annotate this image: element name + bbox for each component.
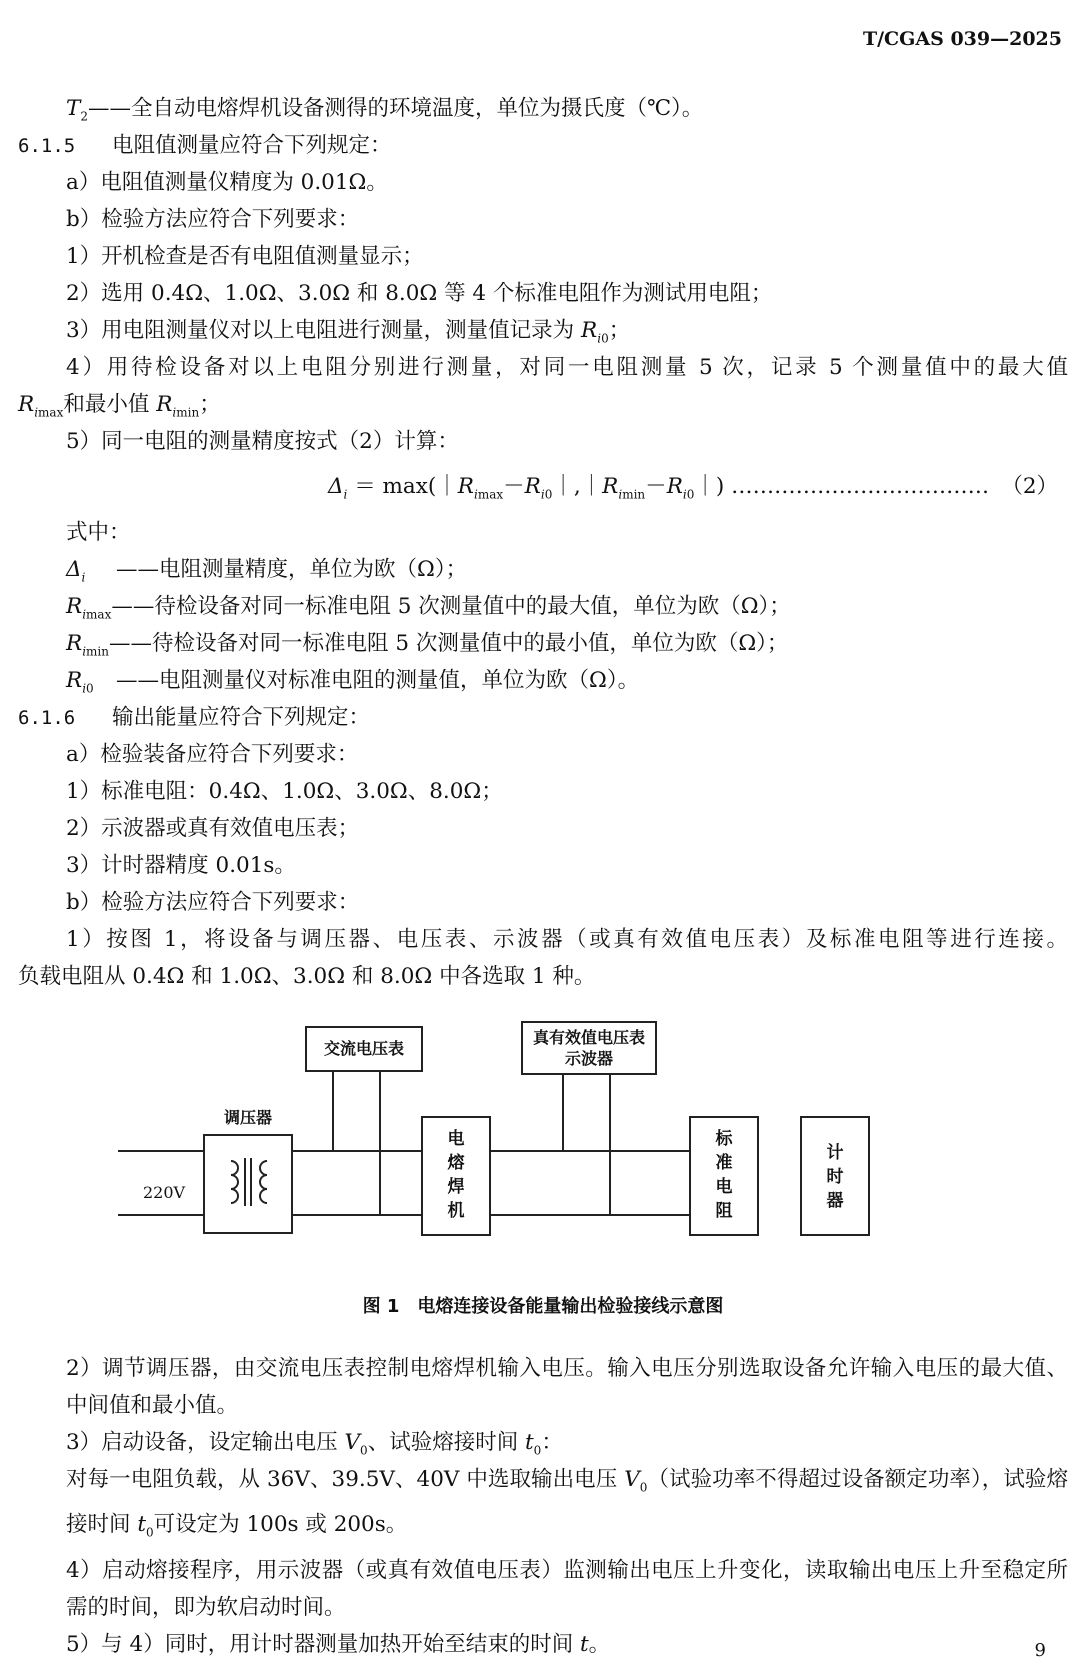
def-rimin: $R_{imin}——$待检设备对同一标准电阻 5 次测量值中的最小值，单位为欧（Ω）； — [66, 631, 789, 659]
section-6-1-6-heading — [18, 699, 1068, 736]
method-2: 2）调节调压器，由交流电压表控制电熔焊机输入电压。输入电压分别选取设备允许输入电压的最大值、中间值和最小值。 — [66, 1356, 1068, 1418]
transformer-primary-coil — [231, 1161, 238, 1203]
section-number: 6.1.5 — [18, 135, 76, 157]
item-a: a）电阻值测量仪精度为 0.01Ω。 — [66, 170, 388, 195]
input-voltage-label: 220V — [142, 1183, 186, 1202]
def-ri0: $R_{i0}$ ——电阻测量仪对标准电阻的测量值，单位为欧（Ω）。 — [66, 668, 640, 696]
equation-formula: $\Delta_i$ ＝ $\max(|R_{imax}-R_{i0}|,|R_{imin}-R_{i0}|)$ ……………………………… — [328, 474, 990, 502]
t2-definition: $T_2——$全自动电熔焊机设备测得的环境温度，单位为摄氏度（℃）。 — [66, 96, 704, 124]
page-body — [18, 90, 1068, 1663]
def-rimax: $R_{imax}——$待检设备对同一标准电阻 5 次测量值中的最大值，单位为欧（Ω）； — [66, 594, 791, 622]
step-3: 3）用电阻测量仪对以上电阻进行测量，测量值记录为 $R_{i0}$； — [66, 318, 631, 346]
method-3: 3）启动设备，设定输出电压 $V_0$、试验熔接时间 $t_0$： — [66, 1430, 563, 1458]
ac-voltmeter-label: 交流电压表 — [323, 1039, 404, 1058]
equip-3: 3）计时器精度 0.01s。 — [66, 853, 296, 878]
section-6-1-5-heading — [18, 127, 1068, 164]
section-title: 输出能量应符合下列规定： — [112, 705, 371, 730]
equation-2 — [18, 460, 1068, 514]
item-a: a）检验装备应符合下列要求： — [66, 742, 359, 767]
step-4-line-2: $R_{imax}$和最小值 $R_{imin}$； — [18, 392, 221, 420]
item-b: b）检验方法应符合下列要求： — [66, 207, 360, 232]
method-3-detail: 对每一电阻负载，从 36V、39.5V、40V 中选取输出电压 $V_0$（试验功率不得超过设备额定功率），试验熔接时间 $t_0$可设定为 100s 或 200s。 — [66, 1467, 1068, 1540]
step-2: 2）选用 0.4Ω、1.0Ω、3.0Ω 和 8.0Ω 等 4 个标准电阻作为测试用电阻； — [66, 281, 773, 306]
welder-label: 电熔焊机 — [447, 1129, 465, 1221]
method-1-line-2: 负载电阻从 0.4Ω 和 1.0Ω、3.0Ω 和 8.0Ω 中各选取 1 种。 — [18, 964, 596, 989]
equation-number: （2） — [1001, 474, 1058, 499]
method-4: 4）启动熔接程序，用示波器（或真有效值电压表）监测输出电压上升变化，读取输出电压上升至稳定所需的时间，即为软启动时间。 — [66, 1557, 1068, 1620]
page-number: 9 — [1034, 1640, 1046, 1661]
regulator-box — [204, 1135, 292, 1233]
step-1: 1）开机检查是否有电阻值测量显示； — [66, 244, 424, 269]
transformer-secondary-coil — [260, 1161, 267, 1203]
timer-label: 计时器 — [826, 1143, 844, 1211]
figure-1-wiring-diagram — [18, 1017, 1068, 1332]
true-rms-voltmeter-label: 真有效值电压表 示波器 — [532, 1028, 645, 1068]
document-code: T/CGAS 039—2025 — [862, 28, 1062, 50]
step-5: 5）同一电阻的测量精度按式（2）计算： — [66, 429, 459, 454]
method-1-line-1: 1）按图 1，将设备与调压器、电压表、示波器（或真有效值电压表）及标准电阻等进行连接。 — [66, 927, 1068, 952]
where-label: 式中： — [66, 520, 131, 545]
equip-2: 2）示波器或真有效值电压表； — [66, 816, 360, 841]
std-resistor-label: 标准电阻 — [715, 1129, 733, 1221]
regulator-label: 调压器 — [223, 1108, 272, 1127]
method-5: 5）与 4）同时，用计时器测量加热开始至结束的时间 t。 — [66, 1631, 611, 1657]
section-title: 电阻值测量应符合下列规定： — [112, 133, 392, 158]
step-4-line-1: 4）用待检设备对以上电阻分别进行测量，对同一电阻测量 5 次，记录 5 个测量值中的最大值 — [66, 355, 1068, 380]
figure-caption: 图 1 电熔连接设备能量输出检验接线示意图 — [362, 1296, 724, 1317]
section-number: 6.1.6 — [18, 707, 76, 729]
equip-1: 1）标准电阻：0.4Ω、1.0Ω、3.0Ω、8.0Ω； — [66, 779, 503, 804]
def-delta: $\Delta_i$ ——电阻测量精度，单位为欧（Ω）； — [66, 557, 468, 585]
item-b: b）检验方法应符合下列要求： — [66, 890, 360, 915]
